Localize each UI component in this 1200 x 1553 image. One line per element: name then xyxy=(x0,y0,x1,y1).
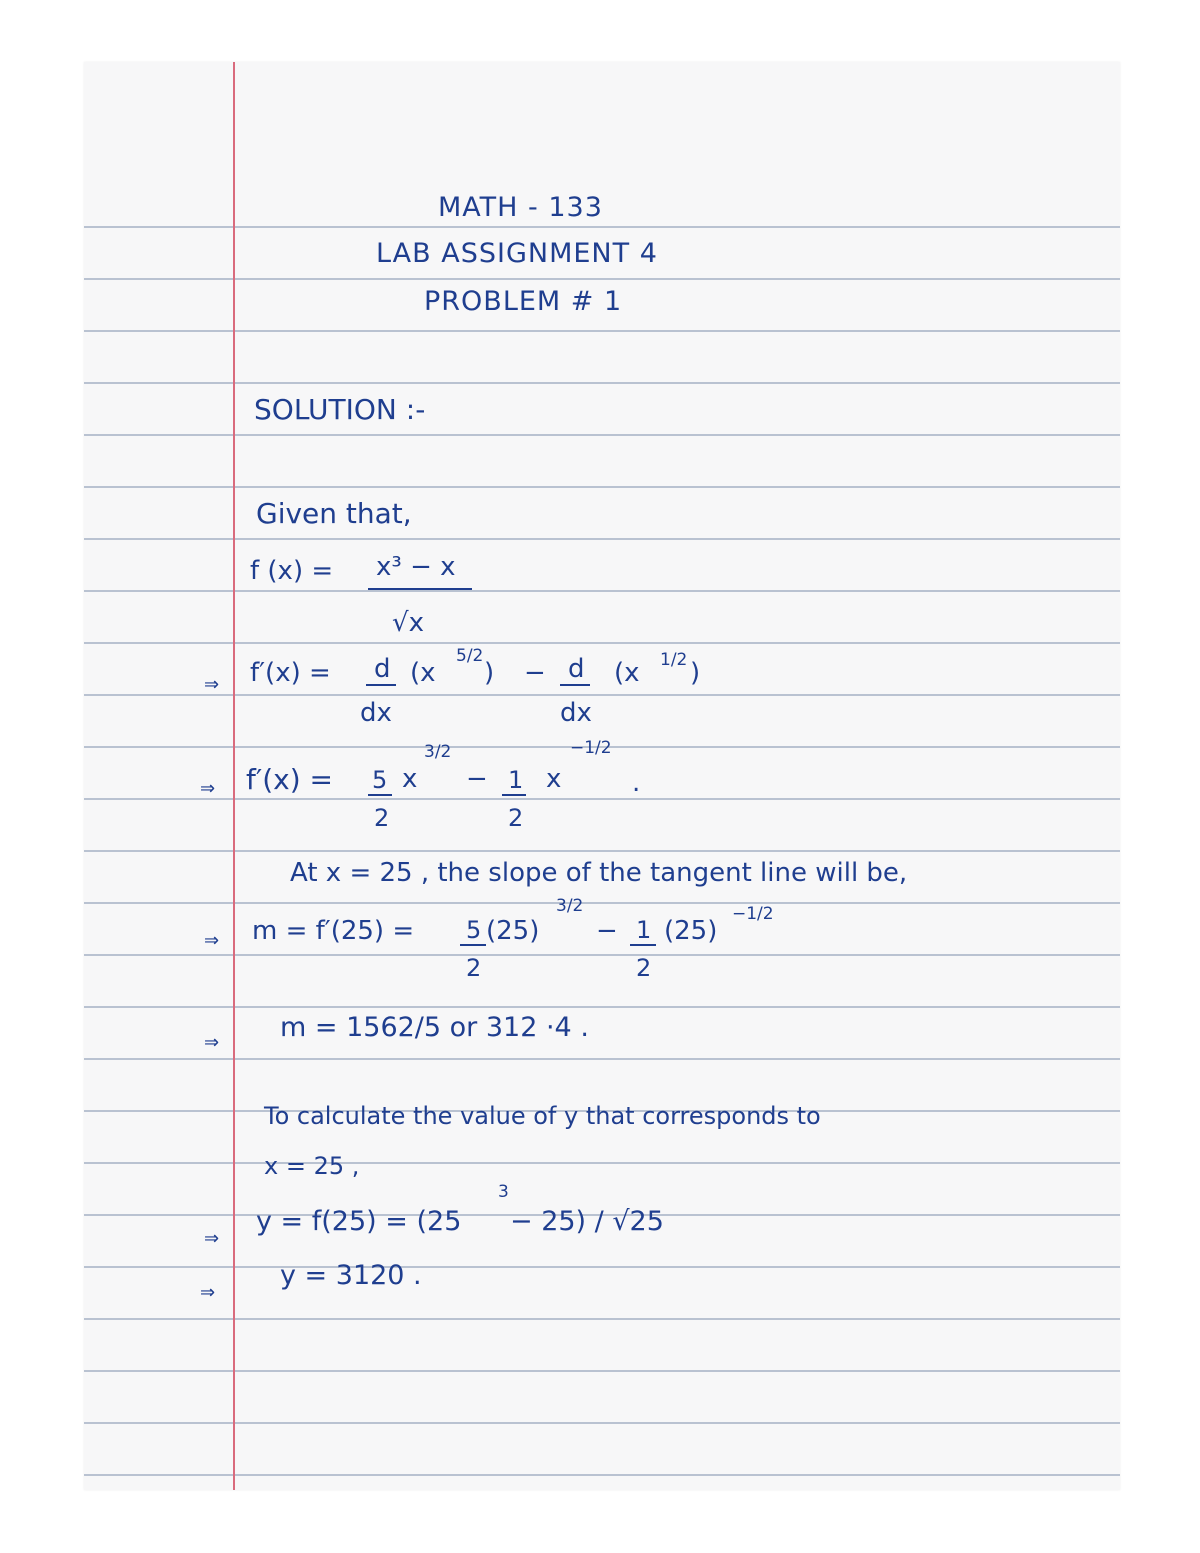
implies-arrow-2: ⇒ xyxy=(200,778,216,799)
eq4-exp2: −1/2 xyxy=(732,904,774,924)
ruled-line xyxy=(84,278,1120,280)
eq3-num2: 1 xyxy=(508,766,524,794)
eq4-term2: (25) xyxy=(664,916,718,946)
eq3-bar-1 xyxy=(368,794,392,796)
ruled-line xyxy=(84,1318,1120,1320)
ruled-line xyxy=(84,590,1120,592)
eq3-minus: − xyxy=(466,764,488,794)
implies-arrow-1: ⇒ xyxy=(204,674,220,695)
implies-arrow-3: ⇒ xyxy=(204,930,220,951)
eq2-close1: ) xyxy=(484,658,495,688)
eq3-lhs: f′(x) = xyxy=(246,763,333,796)
ruled-line xyxy=(84,486,1120,488)
eq4-minus: − xyxy=(596,916,618,946)
assignment-title: LAB ASSIGNMENT 4 xyxy=(376,238,658,269)
slope-sentence: At x = 25 , the slope of the tangent line will be, xyxy=(290,858,908,888)
eq2-dx1: dx xyxy=(360,698,392,728)
ruled-line xyxy=(84,382,1120,384)
ruled-line xyxy=(84,954,1120,956)
calc-sentence: To calculate the value of y that corresponds to xyxy=(264,1102,821,1130)
eq2-bar-2 xyxy=(560,684,590,686)
notebook-page xyxy=(84,62,1120,1490)
calc-sentence-2: x = 25 , xyxy=(264,1152,360,1180)
eq1-numerator: x³ − x xyxy=(376,552,456,582)
eq3-x2: x xyxy=(546,764,562,794)
eq1-denominator: √x xyxy=(392,608,424,638)
ruled-line xyxy=(84,798,1120,800)
given-label: Given that, xyxy=(256,497,412,530)
eq4-exp1: 3/2 xyxy=(556,896,584,916)
eq2-minus: − xyxy=(524,658,546,688)
eq4-num2: 1 xyxy=(636,916,652,944)
eq4-den1: 2 xyxy=(466,954,482,982)
eq4-den2: 2 xyxy=(636,954,652,982)
eq2-term2: (x xyxy=(614,658,640,688)
eq3-x1: x xyxy=(402,764,418,794)
eq7-result: y = 3120 . xyxy=(280,1260,422,1291)
eq2-close2: ) xyxy=(690,658,701,688)
eq2-term1: (x xyxy=(410,658,436,688)
ruled-line xyxy=(84,1422,1120,1424)
eq2-d2: d xyxy=(568,654,585,684)
eq6-rest: − 25) / √25 xyxy=(510,1206,664,1237)
eq5-result: m = 1562/5 or 312 ·4 . xyxy=(280,1012,589,1043)
eq2-d1: d xyxy=(374,654,391,684)
eq1-lhs: f (x) = xyxy=(250,556,334,586)
problem-title: PROBLEM # 1 xyxy=(424,286,623,317)
eq4-term1: (25) xyxy=(486,916,540,946)
implies-arrow-6: ⇒ xyxy=(200,1282,216,1303)
eq4-bar-1 xyxy=(460,944,486,946)
margin-line xyxy=(233,62,235,1490)
ruled-line xyxy=(84,694,1120,696)
ruled-line xyxy=(84,850,1120,852)
eq4-num1: 5 xyxy=(466,916,482,944)
eq3-den1: 2 xyxy=(374,804,390,832)
ruled-line xyxy=(84,902,1120,904)
eq2-exp1: 5/2 xyxy=(456,646,484,666)
ruled-line xyxy=(84,1058,1120,1060)
ruled-line xyxy=(84,434,1120,436)
eq4-lhs: m = f′(25) = xyxy=(252,916,415,946)
eq3-bar-2 xyxy=(502,794,526,796)
eq3-exp1: 3/2 xyxy=(424,742,452,762)
ruled-line xyxy=(84,226,1120,228)
eq3-exp2: −1/2 xyxy=(570,738,612,758)
eq2-dx2: dx xyxy=(560,698,592,728)
implies-arrow-4: ⇒ xyxy=(204,1032,220,1053)
ruled-line xyxy=(84,330,1120,332)
eq3-den2: 2 xyxy=(508,804,524,832)
ruled-line xyxy=(84,642,1120,644)
eq2-bar-1 xyxy=(366,684,396,686)
course-title: MATH - 133 xyxy=(438,192,603,223)
ruled-line xyxy=(84,1162,1120,1164)
ruled-line xyxy=(84,1006,1120,1008)
ruled-line xyxy=(84,1266,1120,1268)
eq4-bar-2 xyxy=(630,944,656,946)
eq3-dot: . xyxy=(632,768,641,798)
ruled-line xyxy=(84,538,1120,540)
eq1-fraction-bar xyxy=(368,588,472,590)
ruled-line xyxy=(84,1370,1120,1372)
solution-label: SOLUTION :- xyxy=(254,393,426,426)
implies-arrow-5: ⇒ xyxy=(204,1228,220,1249)
ruled-line xyxy=(84,1474,1120,1476)
eq6-exp: 3 xyxy=(498,1182,509,1202)
eq2-lhs: f′(x) = xyxy=(250,658,331,688)
eq2-exp2: 1/2 xyxy=(660,650,688,670)
eq6-lhs: y = f(25) = (25 xyxy=(256,1206,462,1237)
eq3-num1: 5 xyxy=(372,766,388,794)
